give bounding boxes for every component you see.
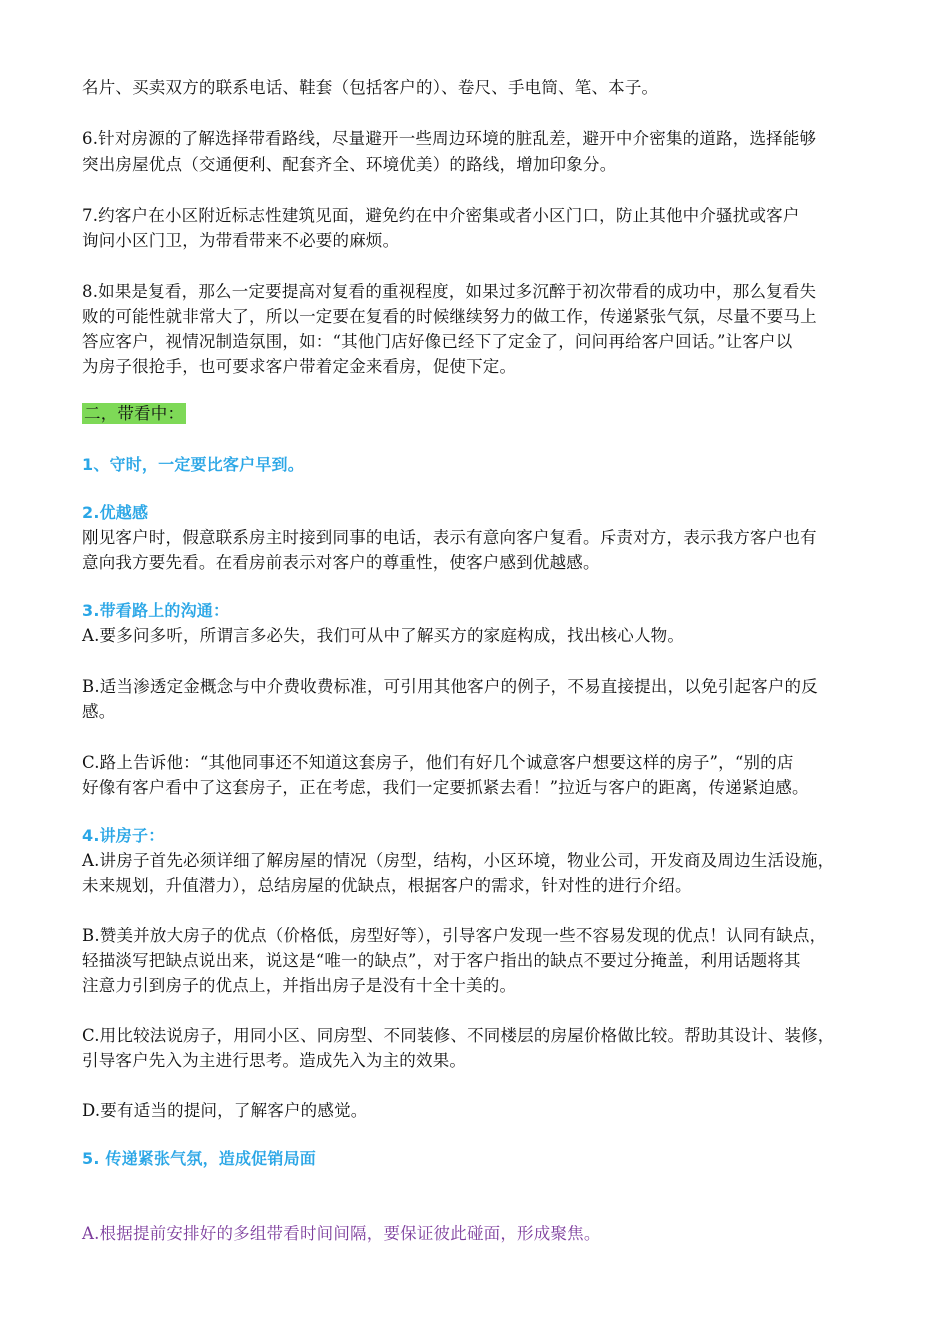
text-line: 好像有客户看中了这套房子，正在考虑，我们一定要抓紧去看！”拉近与客户的距离，传递紧迫感。 <box>82 778 809 797</box>
text-line: A.要多问多听，所谓言多必失，我们可从中了解买方的家庭构成，找出核心人物。 <box>82 626 685 645</box>
text-line: A.根据提前安排好的多组带看时间间隔，要保证彼此碰面，形成聚焦。 <box>82 1224 601 1243</box>
text-line: 未来规划，升值潜力），总结房屋的优缺点，根据客户的需求，针对性的进行介绍。 <box>82 876 692 895</box>
text-line: D.要有适当的提问，了解客户的感觉。 <box>82 1101 368 1120</box>
text-line: 意向我方要先看。在看房前表示对客户的尊重性，使客户感到优越感。 <box>82 553 600 572</box>
text-line: C.路上告诉他：“其他同事还不知道这套房子，他们有好几个诚意客户想要这样的房子”，“别的店 <box>82 753 794 772</box>
subheading: 2.优越感 <box>82 503 149 522</box>
text-line: 为房子很抢手，也可要求客户带着定金来看房，促使下定。 <box>82 357 517 376</box>
text-line: 8.如果是复看，那么一定要提高对复看的重视程度，如果过多沉醉于初次带看的成功中，那么复看失 <box>82 282 817 301</box>
text-line: 7.约客户在小区附近标志性建筑见面，避免约在中介密集或者小区门口，防止其他中介骚扰或客户 <box>82 206 800 225</box>
text-line: 败的可能性就非常大了，所以一定要在复看的时候继续努力的做工作，传递紧张气氛，尽量不要马上 <box>82 307 817 326</box>
subheading: 5. 传递紧张气氛，造成促销局面 <box>82 1149 316 1168</box>
subheading: 4.讲房子： <box>82 826 165 845</box>
subheading: 3.带看路上的沟通： <box>82 601 230 620</box>
text-line: 答应客户，视情况制造氛围，如：“其他门店好像已经下了定金了，问问再给客户回话。”让客户以 <box>82 332 793 351</box>
text-line: 引导客户先入为主进行思考。造成先入为主的效果。 <box>82 1051 467 1070</box>
text-line: 6.针对房源的了解选择带看路线，尽量避开一些周边环境的脏乱差，避开中介密集的道路，选择能够 <box>82 129 817 148</box>
text-line: 轻描淡写把缺点说出来，说这是“唯一的缺点”，对于客户指出的缺点不要过分掩盖，利用话题将其 <box>82 951 801 970</box>
text-line: B.适当渗透定金概念与中介费收费标准，可引用其他客户的例子，不易直接提出，以免引起客户的反 <box>82 677 818 696</box>
text-line: 名片、买卖双方的联系电话、鞋套（包括客户的）、卷尺、手电筒、笔、本子。 <box>82 78 659 97</box>
text-line: 刚见客户时，假意联系房主时接到同事的电话，表示有意向客户复看。斥责对方，表示我方客户也有 <box>82 528 817 547</box>
text-line: 突出房屋优点（交通便利、配套齐全、环境优美）的路线，增加印象分。 <box>82 155 617 174</box>
highlighted-heading: 二，带看中： <box>84 404 185 423</box>
subheading: 1、守时，一定要比客户早到。 <box>82 455 304 474</box>
text-line: 感。 <box>82 702 116 721</box>
text-line: A.讲房子首先必须详细了解房屋的情况（房型，结构，小区环境，物业公司，开发商及周边生活设施， <box>82 851 835 870</box>
text-line: C.用比较法说房子，用同小区、同房型、不同装修、不同楼层的房屋价格做比较。帮助其设计、装修， <box>82 1026 835 1045</box>
text-line: B.赞美并放大房子的优点（价格低，房型好等），引导客户发现一些不容易发现的优点！认同有缺点， <box>82 926 827 945</box>
text-line: 询问小区门卫，为带看带来不必要的麻烦。 <box>82 231 400 250</box>
section-heading <box>82 402 882 426</box>
text-line: 注意力引到房子的优点上，并指出房子是没有十全十美的。 <box>82 976 517 995</box>
